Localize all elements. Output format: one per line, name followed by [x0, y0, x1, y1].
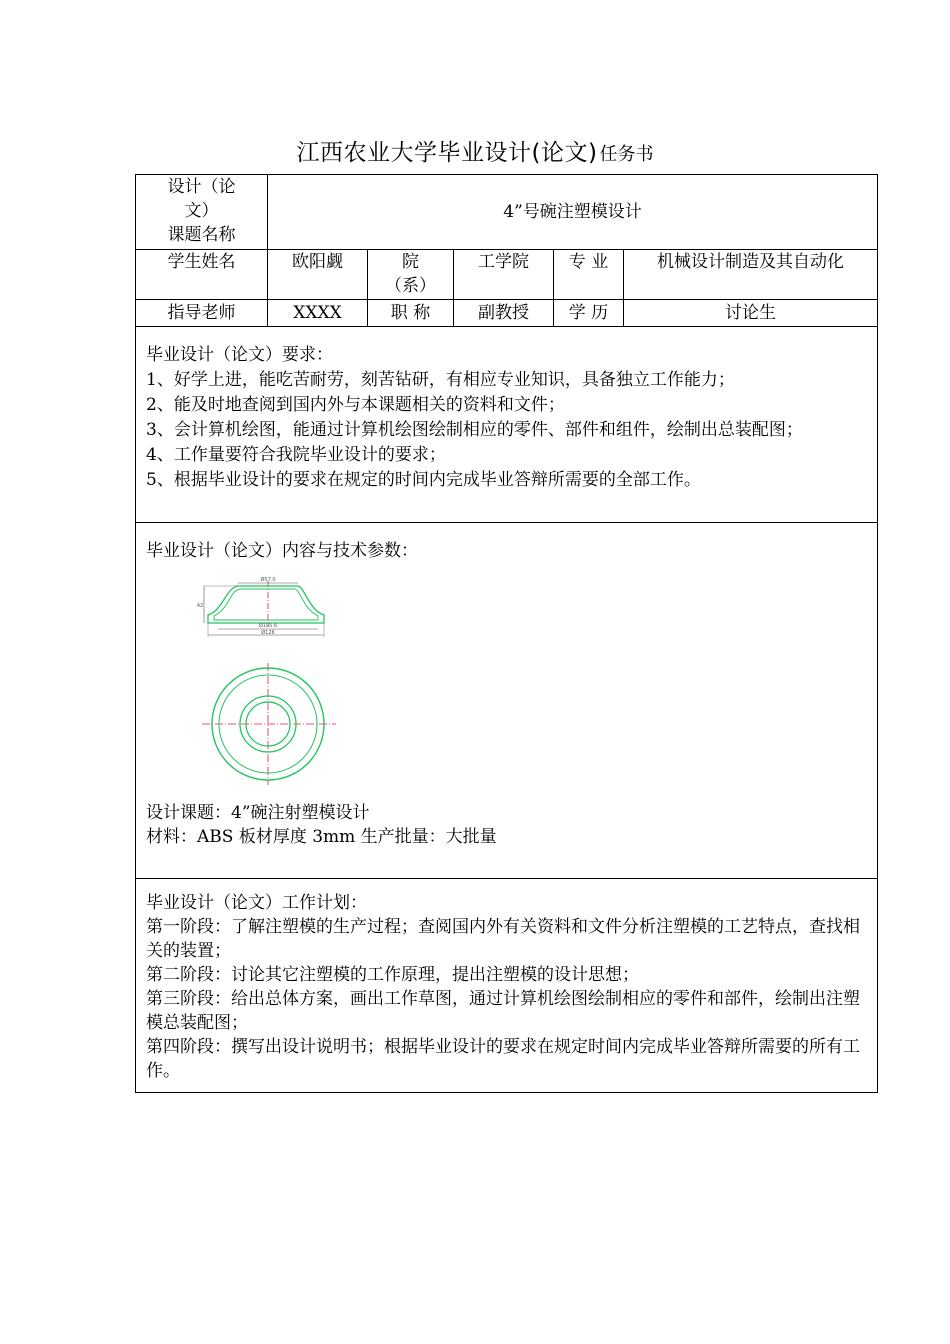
plan-stage: 第二阶段：讨论其它注塑模的工作原理，提出注塑模的设计思想； — [146, 965, 639, 985]
content-cell — [136, 523, 878, 879]
plan-cell — [136, 879, 878, 1093]
plan-row — [136, 879, 878, 1093]
topic-value: 4”号碗注塑模设计 — [503, 202, 642, 222]
requirements-cell — [136, 327, 878, 523]
dept-label-cell — [368, 250, 454, 300]
content-block — [136, 523, 877, 857]
plan-stage: 第一阶段：了解注塑模的生产过程；查阅国内外有关资料和文件分析注塑模的工艺特点，查找相关的装置； — [146, 917, 860, 961]
topic-value-cell — [268, 175, 878, 250]
top-dim-text: Ø57.0 — [260, 577, 276, 583]
advisor-row — [136, 300, 878, 327]
material-line: 材料：ABS 板材厚度 3mm 生产批量：大批量 — [146, 827, 497, 847]
base-inner-dim-text: Ø105.6 — [258, 623, 278, 629]
top-view-drawing — [202, 663, 336, 785]
requirements-block — [136, 327, 877, 501]
requirements-row — [136, 327, 878, 523]
student-value: 欧阳觑 — [268, 250, 368, 300]
bowl-outer-profile — [208, 586, 324, 623]
plan-heading: 毕业设计（论文）工作计划： — [146, 893, 367, 913]
degree-label: 学 历 — [554, 300, 624, 327]
bowl-inner-profile — [214, 589, 318, 620]
task-form-table — [135, 174, 878, 1093]
requirements-heading: 毕业设计（论文）要求： — [146, 345, 333, 365]
title-sub: 任务书 — [599, 144, 654, 165]
student-row — [136, 250, 878, 300]
student-label: 学生姓名 — [136, 250, 268, 300]
advisor-value: XXXX — [268, 300, 368, 327]
topic-label-line1: 设计（论 — [167, 177, 236, 197]
title-main: 江西农业大学毕业设计(论文) — [296, 140, 598, 166]
base-outer-dim-text: Ø126 — [261, 630, 275, 636]
title-value: 副教授 — [454, 300, 554, 327]
plan-block — [136, 879, 877, 1091]
advisor-label: 指导老师 — [136, 300, 268, 327]
major-value: 机械设计制造及其自动化 — [624, 250, 878, 300]
requirement-item: 4、工作量要符合我院毕业设计的要求； — [146, 445, 446, 465]
degree-value: 讨论生 — [624, 300, 878, 327]
part-drawings — [146, 571, 867, 793]
dept-value: 工学院 — [454, 250, 554, 300]
topic-label-line3: 课题名称 — [167, 225, 236, 245]
title-label: 职 称 — [368, 300, 454, 327]
plan-stage: 第三阶段：给出总体方案，画出工作草图，通过计算机绘图绘制相应的零件和部件，绘制出注塑模总装配图； — [146, 989, 860, 1033]
side-view-drawing — [197, 576, 324, 637]
topic-label-cell — [136, 175, 268, 250]
document-title — [0, 134, 950, 167]
dept-label-line1: 院 — [402, 252, 419, 272]
height-dim-text: 42 — [196, 603, 204, 609]
requirement-item: 3、会计算机绘图，能通过计算机绘图绘制相应的零件、部件和组件，绘制出总装配图； — [146, 420, 803, 440]
content-row — [136, 523, 878, 879]
dept-label-line2: （系） — [385, 276, 436, 296]
plan-stage: 第四阶段：撰写出设计说明书；根据毕业设计的要求在规定时间内完成毕业答辩所需要的所有工作。 — [146, 1037, 860, 1081]
requirement-item: 1、好学上进，能吃苦耐劳，刻苦钻研，有相应专业知识，具备独立工作能力； — [146, 370, 735, 390]
part-drawings-svg — [146, 571, 466, 793]
content-heading: 毕业设计（论文）内容与技术参数： — [146, 541, 418, 561]
requirement-item: 5、根据毕业设计的要求在规定的时间内完成毕业答辩所需要的全部工作。 — [146, 470, 701, 490]
design-topic-line: 设计课题：4”碗注射塑模设计 — [146, 803, 370, 823]
topic-row — [136, 175, 878, 250]
major-label: 专 业 — [554, 250, 624, 300]
requirement-item: 2、能及时地查阅到国内外与本课题相关的资料和文件； — [146, 395, 565, 415]
topic-label-line2: 文） — [184, 201, 219, 221]
